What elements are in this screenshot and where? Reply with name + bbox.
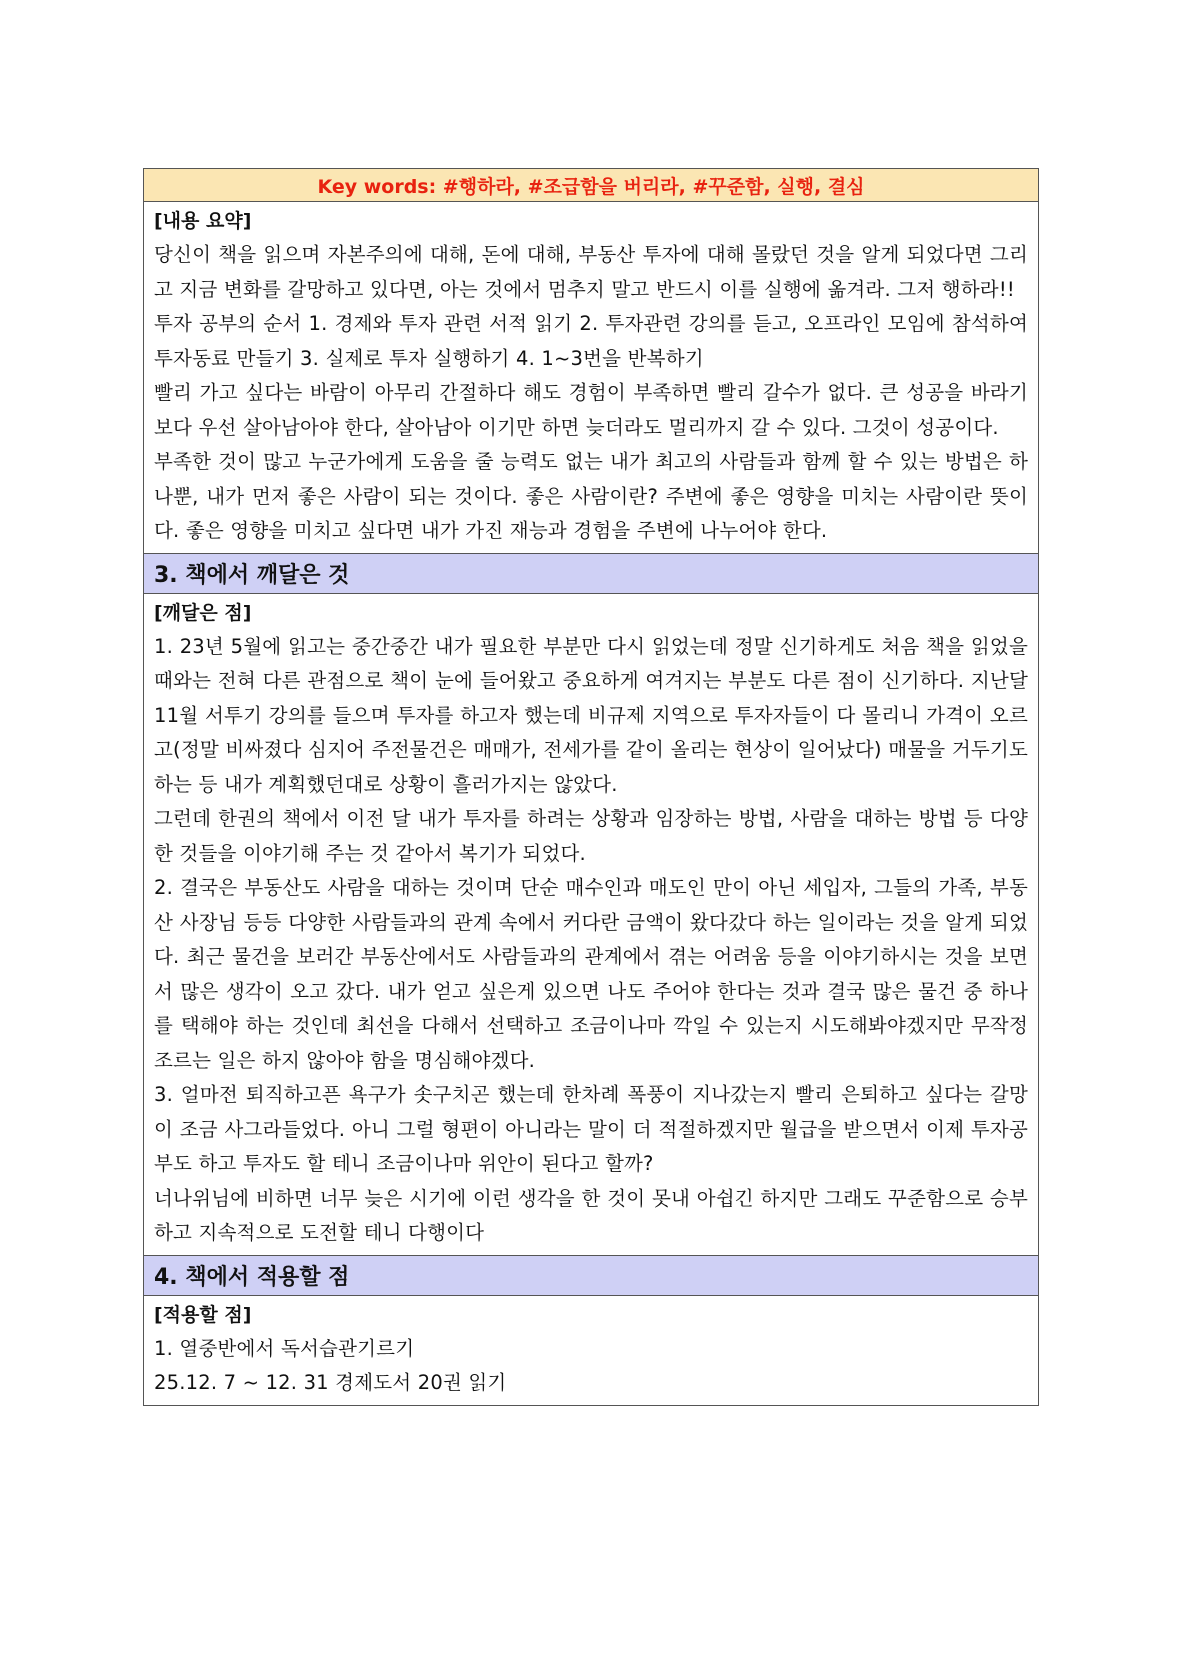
summary-paragraph-4: 부족한 것이 많고 누군가에게 도움을 줄 능력도 없는 내가 최고의 사람들과 함께 할 수 있는 방법은 하나뿐, 내가 먼저 좋은 사람이 되는 것이다. 좋은 사람이란? 주변에 좋은 영향을 미치는 사람이란 뜻이다. 좋은 영향을 미치고 싶다면 내가 가진 재능과 경험을 주변에 나누어야 한다. [154,450,1028,542]
section3-paragraph-5: 너나위님에 비하면 너무 늦은 시기에 이런 생각을 한 것이 못내 아쉽긴 하지만 그래도 꾸준함으로 승부하고 지속적으로 도전할 테니 다행이다 [154,1186,1028,1244]
book-review-table [143,168,1039,1406]
section3-title: 3. 책에서 깨달은 것 [154,562,350,588]
summary-paragraph-1: 당신이 책을 읽으며 자본주의에 대해, 돈에 대해, 부동산 투자에 대해 몰랐던 것을 알게 되었다면 그리고 지금 변화를 갈망하고 있다면, 아는 것에서 멈추지 말고 반드시 이를 실행에 옮겨라. 그저 행하라!! [154,243,1028,301]
keywords-text: Key words: #행하라, #조급함을 버리라, #꾸준함, 실행, 결심 [317,175,865,198]
section3-paragraph-3: 2. 결국은 부동산도 사람을 대하는 것이며 단순 매수인과 매도인 만이 아닌 세입자, 그들의 가족, 부동산 사장님 등등 다양한 사람들과의 관계 속에서 커다란 금액이 왔다갔다 하는 일이라는 것을 알게 되었다. 최근 물건을 보러간 부동산에서도 사람들과의 관계에서 겪는 어려움 등을 이야기하시는 것을 보면서 많은 생각이 오고 갔다. 내가 얻고 싶은게 있으면 나도 주어야 한다는 것과 결국 많은 물건 중 하나를 택해야 하는 것인데 최선을 다해서 선택하고 조금이나마 깍일 수 있는지 시도해봐야겠지만 무작정 조르는 일은 하지 않아야 함을 명심해야겠다. [154,876,1028,1072]
section4-body [144,1296,1038,1405]
section4-title: 4. 책에서 적용할 점 [154,1264,350,1290]
section4-heading [144,1256,1038,1296]
section4-paragraph-2: 25.12. 7 ~ 12. 31 경제도서 20권 읽기 [154,1371,507,1394]
summary-subtitle: [내용 요약] [154,210,252,232]
section3-body [144,594,1038,1256]
section3-paragraph-2: 그런데 한권의 책에서 이전 달 내가 투자를 하려는 상황과 임장하는 방법, 사람을 대하는 방법 등 다양한 것들을 이야기해 주는 것 같아서 복기가 되었다. [154,807,1028,865]
section4-paragraph-1: 1. 열중반에서 독서습관기르기 [154,1336,415,1360]
section3-subtitle: [깨달은 점] [154,601,252,624]
section3-heading [144,554,1038,594]
summary-section [144,202,1038,554]
summary-paragraph-2: 투자 공부의 순서 1. 경제와 투자 관련 서적 읽기 2. 투자관련 강의를 듣고, 오프라인 모임에 참석하여 투자동료 만들기 3. 실제로 투자 실행하기 4. 1~3번을 반복하기 [154,312,1028,370]
section3-paragraph-1: 1. 23년 5월에 읽고는 중간중간 내가 필요한 부분만 다시 읽었는데 정말 신기하게도 처음 책을 읽었을 때와는 전혀 다른 관점으로 책이 눈에 들어왔고 중요하게 여겨지는 부분도 다른 점이 신기하다. 지난달 11월 서투기 강의를 들으며 투자를 하고자 했는데 비규제 지역으로 투자자들이 다 몰리니 가격이 오르고(정말 비싸졌다 심지어 주전물건은 매매가, 전세가를 같이 올리는 현상이 일어났다) 매물을 거두기도 하는 등 내가 계획했던대로 상황이 흘러가지는 않았다. [154,634,1028,796]
summary-paragraph-3: 빨리 가고 싶다는 바람이 아무리 간절하다 해도 경험이 부족하면 빨리 갈수가 없다. 큰 성공을 바라기보다 우선 살아남아야 한다, 살아남아 이기만 하면 늦더라도 멀리까지 갈 수 있다. 그것이 성공이다. [154,381,1028,439]
section4-subtitle: [적용할 점] [154,1303,252,1326]
section3-paragraph-4: 3. 얼마전 퇴직하고픈 욕구가 솟구치곤 했는데 한차례 폭풍이 지나갔는지 빨리 은퇴하고 싶다는 갈망이 조금 사그라들었다. 아니 그럴 형편이 아니라는 말이 더 적절하겠지만 월급을 받으면서 이제 투자공부도 하고 투자도 할 테니 조금이나마 위안이 된다고 할까? [154,1083,1028,1175]
keywords-row [144,169,1038,202]
